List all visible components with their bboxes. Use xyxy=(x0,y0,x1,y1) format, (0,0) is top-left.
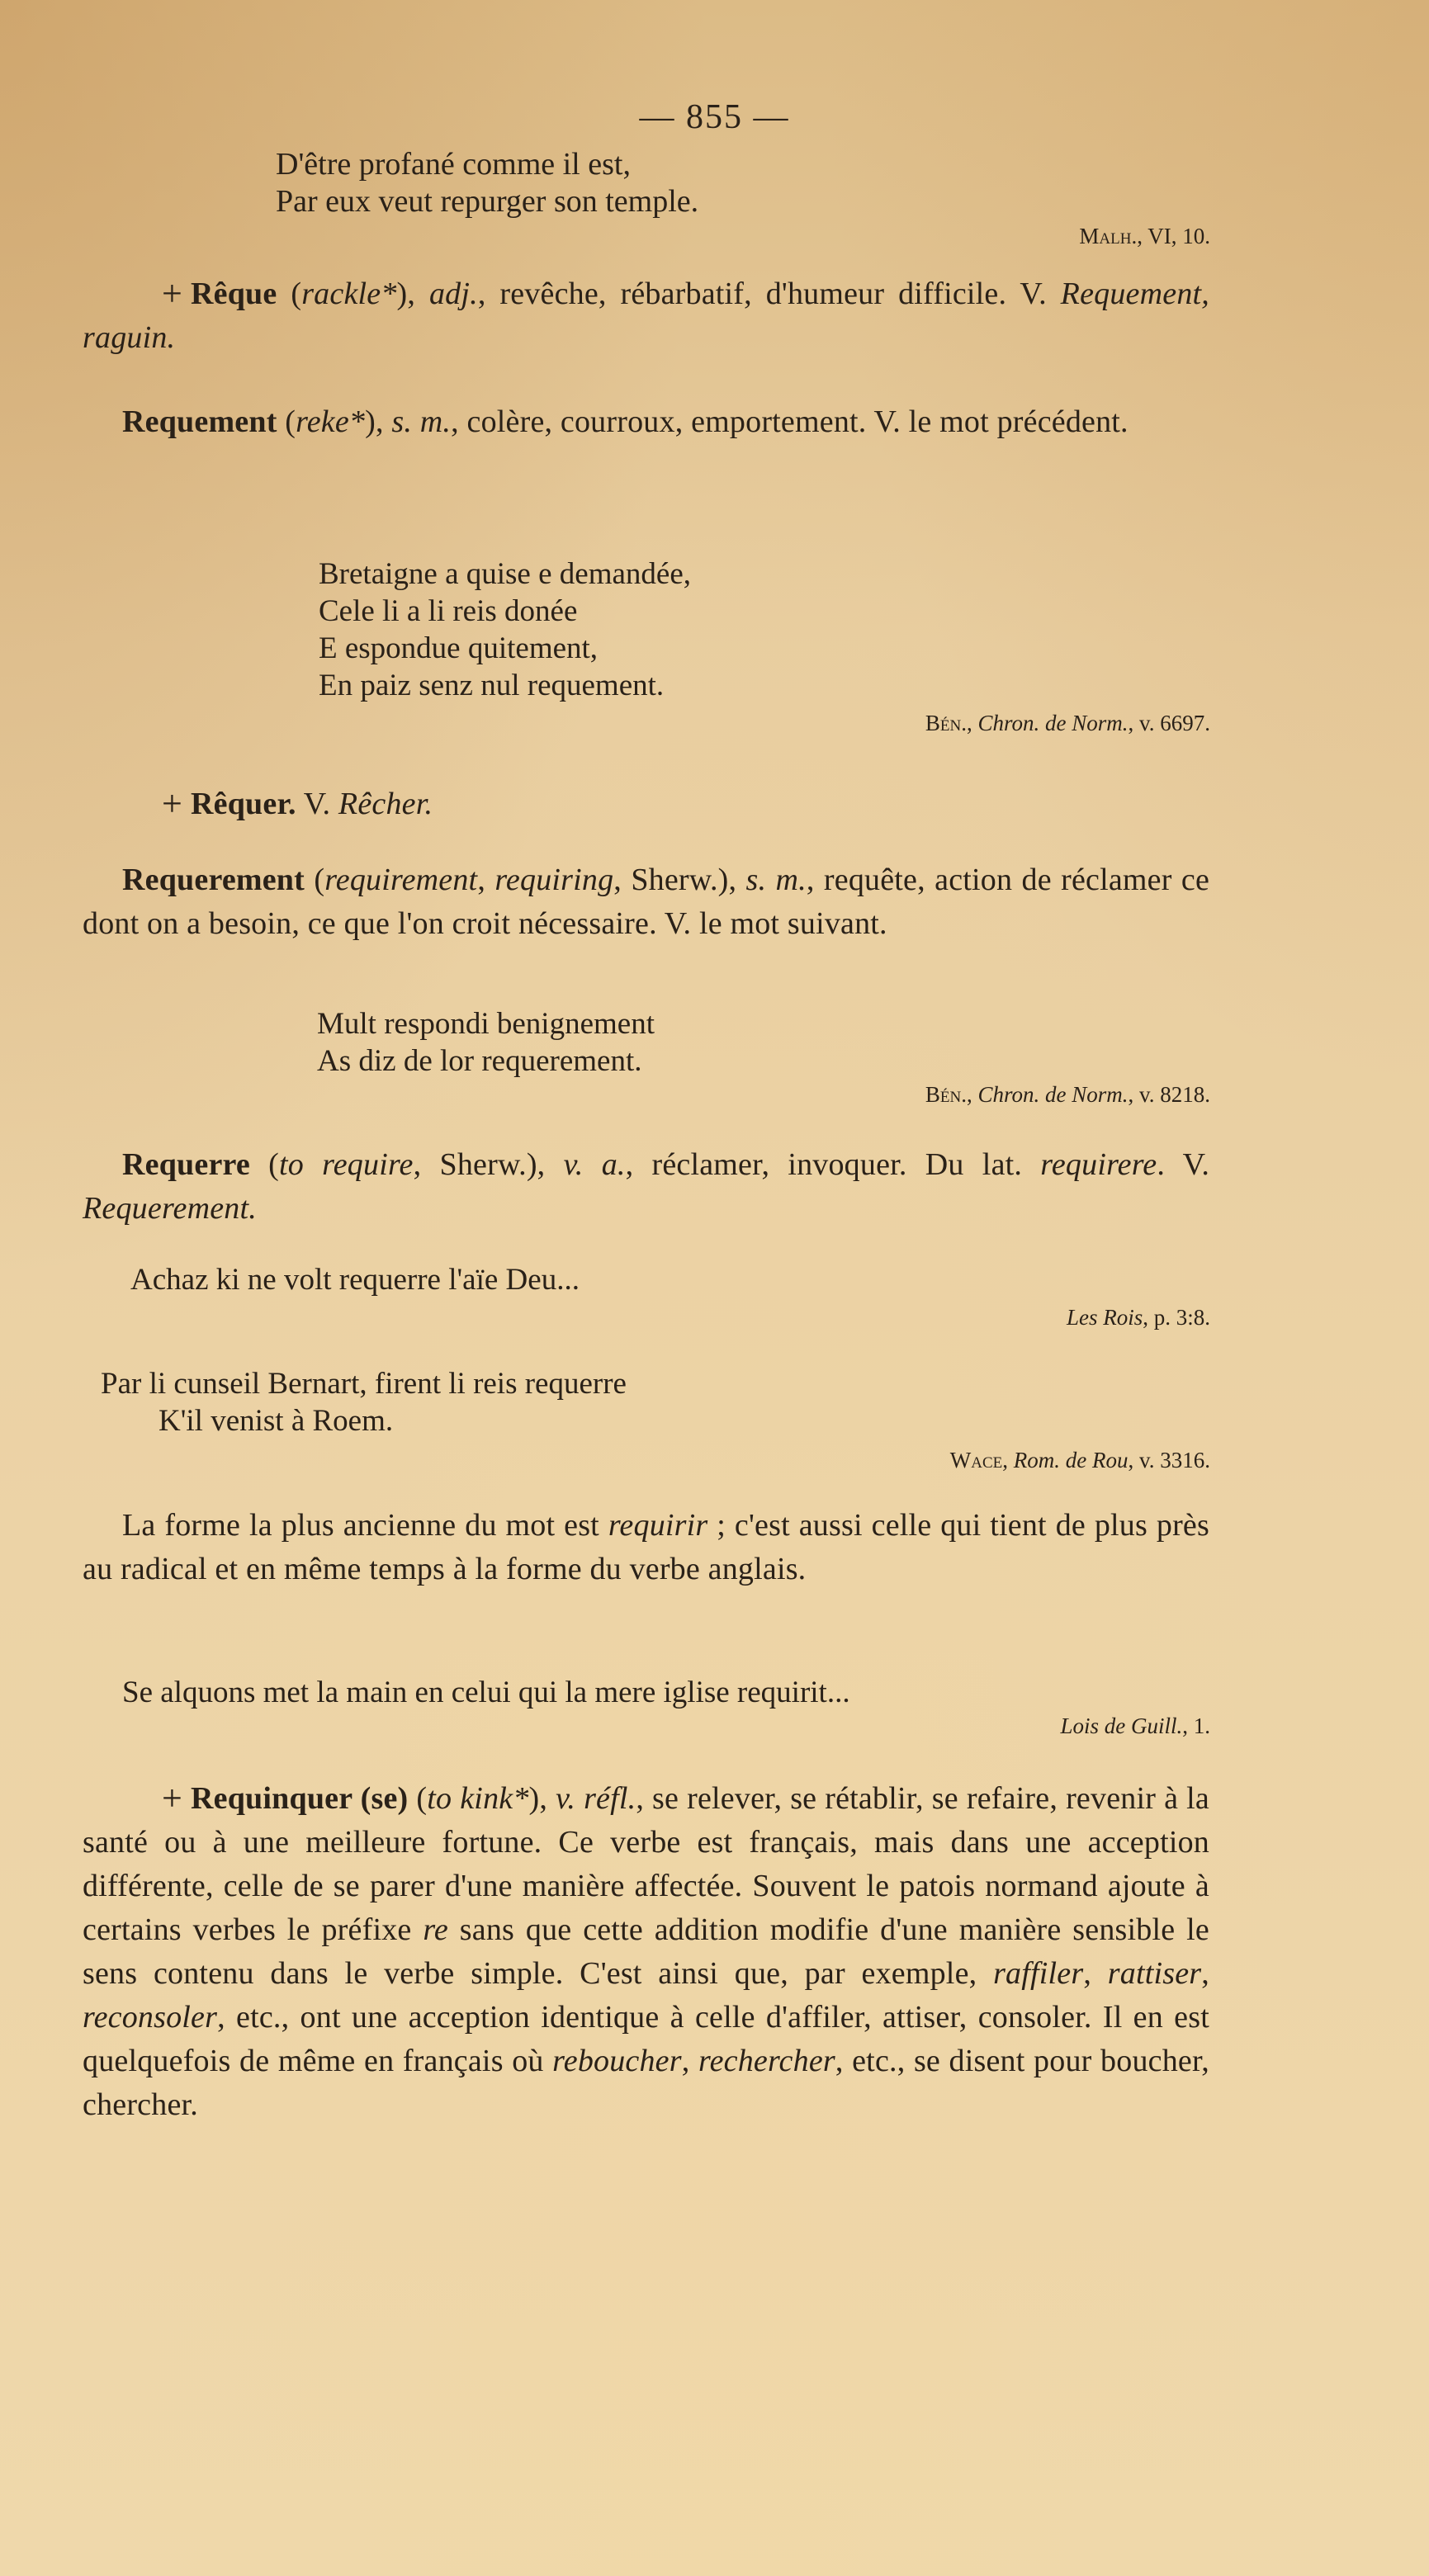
quotation xyxy=(317,1005,655,1080)
entry-reque: + Rêque (rackle*), adj., revêche, rébarbatif, d'humeur difficile. V. Requement, raguin. xyxy=(83,273,1209,355)
verse-line: As diz de lor requerement. xyxy=(317,1044,642,1078)
headword: Requement xyxy=(122,404,277,439)
quotation xyxy=(101,1365,627,1439)
part-of-speech: v. a. xyxy=(563,1147,626,1182)
part-of-speech: s. m. xyxy=(745,863,807,897)
headword: Requerement xyxy=(122,863,305,897)
etymology: rackle* xyxy=(301,277,397,311)
definition: , réclamer, invoquer. Du lat. xyxy=(625,1147,1041,1182)
etymology: to require xyxy=(279,1147,414,1182)
part-of-speech: s. m. xyxy=(391,404,452,439)
verse-line: Mult respondi benignement xyxy=(317,1007,655,1041)
quotation-source: Wace, Rom. de Rou, v. 3316. xyxy=(949,1448,1210,1472)
quotation-source: Bén., Chron. de Norm., v. 8218. xyxy=(925,1082,1210,1107)
etymology: requirement xyxy=(324,863,478,897)
entry-requement: Requement (reke*), s. m., colère, courroux, emportement. V. le mot précédent. xyxy=(122,404,1129,439)
part-of-speech: adj. xyxy=(428,277,478,311)
entry-requerre: Requerre (to require, Sherw.), v. a., réclamer, invoquer. Du lat. requirere. V. Requerement. xyxy=(83,1147,1210,1226)
cross-reference: Requement, raguin. xyxy=(83,277,1209,355)
opening-verse xyxy=(276,146,698,220)
cross-reference: Rêcher. xyxy=(338,787,433,821)
etymology: to kink* xyxy=(427,1781,529,1816)
obsolete-cross-icon: + xyxy=(162,1778,183,1818)
quotation xyxy=(319,555,691,704)
headword: Rêque xyxy=(191,277,277,311)
definition: , requête, action de réclamer ce dont on a besoin, ce que l'on croit nécessaire. V. le mot suivant. xyxy=(83,863,1210,941)
part-of-speech: v. réfl. xyxy=(556,1781,636,1816)
page-number: — 855 — xyxy=(639,98,790,136)
verse-line: Cele li a li reis donée xyxy=(319,594,578,628)
quotation xyxy=(122,1674,850,1711)
verse-source: Malh., VI, 10. xyxy=(1079,224,1210,248)
entry-requinquer: + Requinquer (se) (to kink*), v. réfl., se relever, se rétablir, se refaire, revenir à la santé ou à une meilleure fortune. Ce verbe est français, mais dans une acception différente, celle de se parer d'une manière affectée. Souvent le patois normand ajoute à certains verbes le préfixe re sans que cette addition modifie d'une manière sensible le sens contenu dans le verbe simple. C'est ainsi que, par exemple, raffiler, rattiser, reconsoler, etc., ont une acception identique à celle d'affiler, attiser, consoler. Il en est quelquefois de même en français où reboucher, rechercher, etc., se disent pour boucher, chercher. xyxy=(83,1778,1210,2122)
quotation xyxy=(130,1261,580,1298)
verse-line: E espondue quitement, xyxy=(319,631,599,665)
etymology: reke* xyxy=(296,404,366,439)
verse-line: En paiz senz nul requement. xyxy=(319,669,665,702)
quotation-source: Bén., Chron. de Norm., v. 6697. xyxy=(925,711,1210,735)
verse-line: Par li cunseil Bernart, firent li reis requerre xyxy=(101,1367,627,1401)
latin-etymon: requirere xyxy=(1040,1147,1157,1182)
verse-line: Bretaigne a quise e demandée, xyxy=(319,557,691,591)
obsolete-cross-icon: + xyxy=(162,273,183,314)
entry-requerement: Requerement (requirement, requiring, Sherw.), s. m., requête, action de réclamer ce dont on a besoin, ce que l'on croit nécessaire. V. le mot suivant. xyxy=(83,863,1210,941)
verse-line: D'être profané comme il est, xyxy=(276,147,631,182)
entry-requer: + Rêquer. V. Rêcher. xyxy=(83,780,1209,826)
etymology-note: La forme la plus ancienne du mot est requirir ; c'est aussi celle qui tient de plus près au radical et en même temps à la forme du verbe anglais. xyxy=(83,1508,1209,1586)
verse-line: Par eux veut repurger son temple. xyxy=(276,184,699,219)
old-form: requirir xyxy=(608,1508,708,1543)
cross-reference: Requerement. xyxy=(83,1191,257,1226)
verse-line: Achaz ki ne volt requerre l'aïe Deu... xyxy=(130,1263,580,1297)
headword: Rêquer. xyxy=(191,787,296,821)
headword: Requinquer (se) xyxy=(191,1781,409,1816)
verse-line: K'il venist à Roem. xyxy=(159,1404,394,1438)
obsolete-cross-icon: + xyxy=(162,783,183,824)
definition: , revêche, rébarbatif, d'humeur difficile. V. xyxy=(477,277,1061,311)
etymology: requiring xyxy=(494,863,614,897)
verse-line: Se alquons met la main en celui qui la mere iglise requirit... xyxy=(122,1676,850,1709)
definition: , colère, courroux, emportement. V. le mot précédent. xyxy=(451,404,1129,439)
quotation-source: Lois de Guill., 1. xyxy=(1060,1713,1210,1738)
quotation-source: Les Rois, p. 3:8. xyxy=(1066,1305,1210,1330)
headword: Requerre xyxy=(122,1147,250,1182)
